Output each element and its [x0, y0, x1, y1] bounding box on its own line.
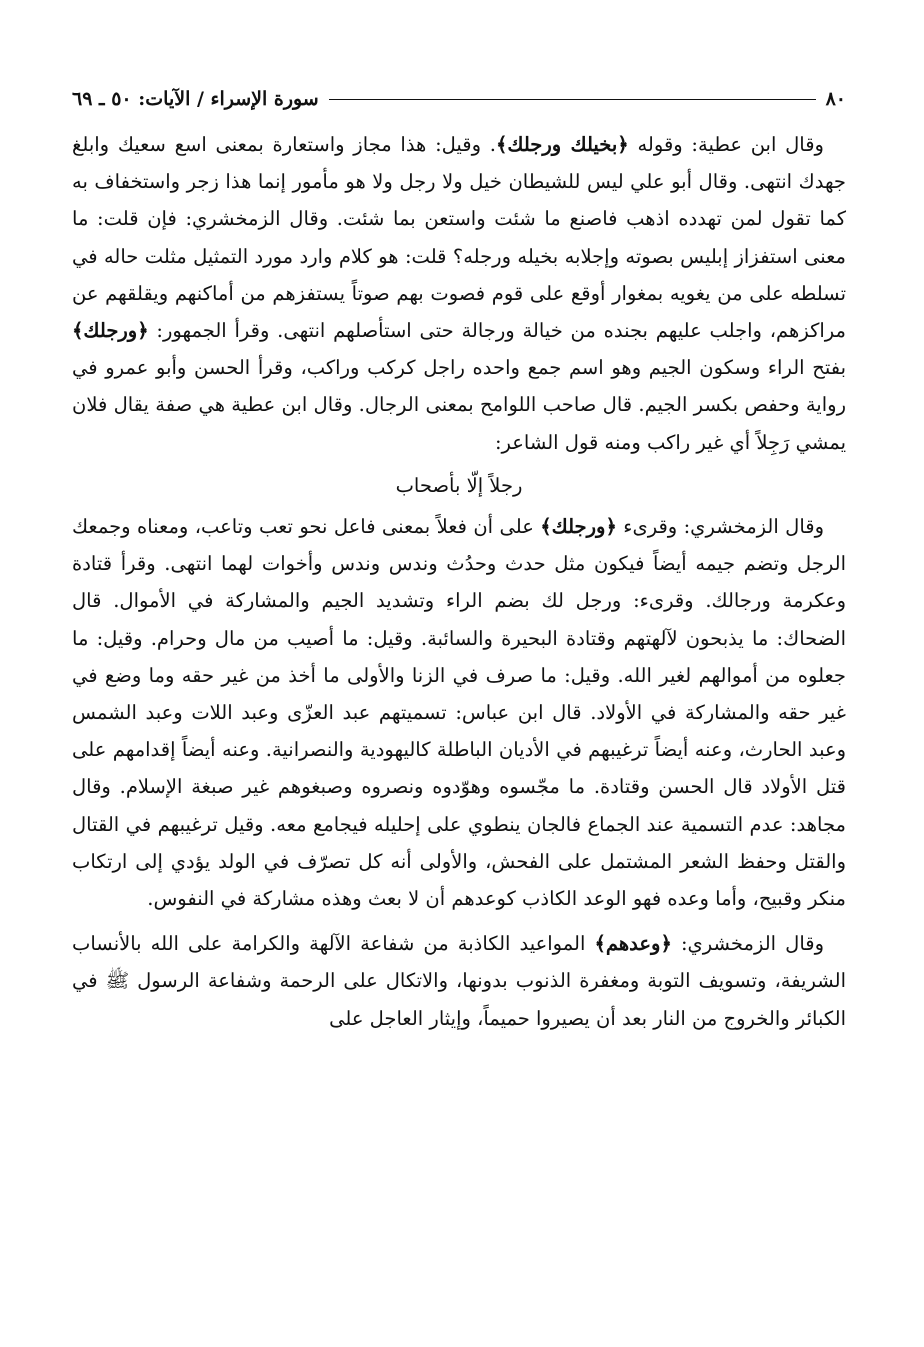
page-header	[72, 82, 846, 116]
paragraph-text: المواعيد الكاذبة من شفاعة الآلهة والكرامة على الله بالأنساب الشريفة، وتسويف التوبة ومغفرة الذنوب بدونها، والاتكال على الرحمة وشفاعة الرسول ﷺ في الكبائر والخروج من النار بعد أن يصيروا حميماً، وإيثار العاجل على	[72, 932, 846, 1030]
paragraph-text: وقال الزمخشري:	[671, 932, 825, 956]
header-rule	[329, 99, 816, 100]
paragraph-1	[72, 126, 846, 461]
quran-quote: ﴿ورجلك﴾	[72, 319, 149, 343]
paragraph-text: بفتح الراء وسكون الجيم وهو اسم جمع واحده راجل كركب وراكب، وقرأ الحسن وأبو عمرو في رواية وحفص بكسر الجيم. قال صاحب اللوامح بمعنى الرجال. وقال ابن عطية هي صفة يقال فلان يمشي رَجِلاً أي غير راكب ومنه قول الشاعر:	[72, 356, 846, 454]
paragraph-3	[72, 925, 846, 1037]
poetry-verse: رجلاً إلّا بأصحاب	[395, 473, 523, 497]
quran-quote: ﴿ورجلك﴾	[540, 515, 617, 539]
quran-quote: ﴿بخيلك ورجلك﴾	[495, 133, 629, 156]
paragraph-text: على أن فعلاً بمعنى فاعل نحو تعب وتاعب، ومعناه وجمعك الرجل وتضم جيمه أيضاً فيكون مثل حدث وحدُث وندس وندس وأخوات لهما انتهى. وقرأ قتادة وعكرمة ورجالك. وقرىء: ورجل لك بضم الراء وتشديد الجيم والمشاركة في الأموال. قال الضحاك: ما يذبحون لآلهتهم وقتادة البحيرة والسائبة. وقيل: ما أصيب من مال وحرام. وقيل: ما جعلوه من أموالهم لغير الله. وقيل: ما صرف في الزنا والأولى ما أخذ من غير حقه وما وضع في غير حقه والمشاركة في الأولاد. قال ابن عباس: تسميتهم عبد العزّى وعبد اللات وعبد الشمس وعبد الحارث، وعنه أيضاً ترغيبهم في الأديان الباطلة كاليهودية والنصرانية. وعنه أيضاً إقدامهم على قتل الأولاد قال الحسن وقتادة. ما مجّسوه وهوّدوه ونصروه وصبغوهم غير صبغة الإسلام. وقال مجاهد: عدم التسمية عند الجماع فالجان ينطوي على إحليله فيجامع معه. وقيل ترغيبهم في القتال والقتل وحفظ الشعر المشتمل على الفحش، والأولى أنه كل تصرّف في الولد يؤدي إلى ارتكاب منكر وقبيح، وأما وعده فهو الوعد الكاذب كوعدهم أن لا بعث وهذه مشاركة في النفوس.	[72, 515, 846, 911]
paragraph-text: . وقيل: هذا مجاز واستعارة بمعنى اسع سعيك وابلغ جهدك انتهى. وقال أبو علي ليس للشيطان خيل ولا رجل ولا هو مأمور إنما هذا زجر واستخفاف به كما تقول لمن تهدده اذهب فاصنع ما شئت واستعن بما شئت. وقال الزمخشري: فإن قلت: ما معنى استفزاز إبليس بصوته وإجلابه بخيله ورجله؟ قلت: هو كلام وارد مورد التمثيل مثلت حاله في تسلطه على من يغويه بمغوار أوقع على قوم فصوت بهم صوتاً يستفزهم من أماكنهم ويقلقهم عن مراكزهم، واجلب عليهم بجنده من خيالة ورجالة حتى استأصلهم انتهى. وقرأ الجمهور:	[72, 133, 846, 343]
paragraph-2	[72, 508, 846, 917]
page-number: ٨٠	[825, 88, 846, 110]
paragraph-text: وقال الزمخشري: وقرىء	[616, 515, 825, 539]
running-title: سورة الإسراء / الآيات: ٥٠ ـ ٦٩	[72, 88, 319, 110]
paragraph-text: وقال ابن عطية: وقوله	[628, 133, 824, 156]
quran-quote: ﴿وعدهم﴾	[594, 932, 672, 956]
page-body	[72, 126, 846, 1037]
